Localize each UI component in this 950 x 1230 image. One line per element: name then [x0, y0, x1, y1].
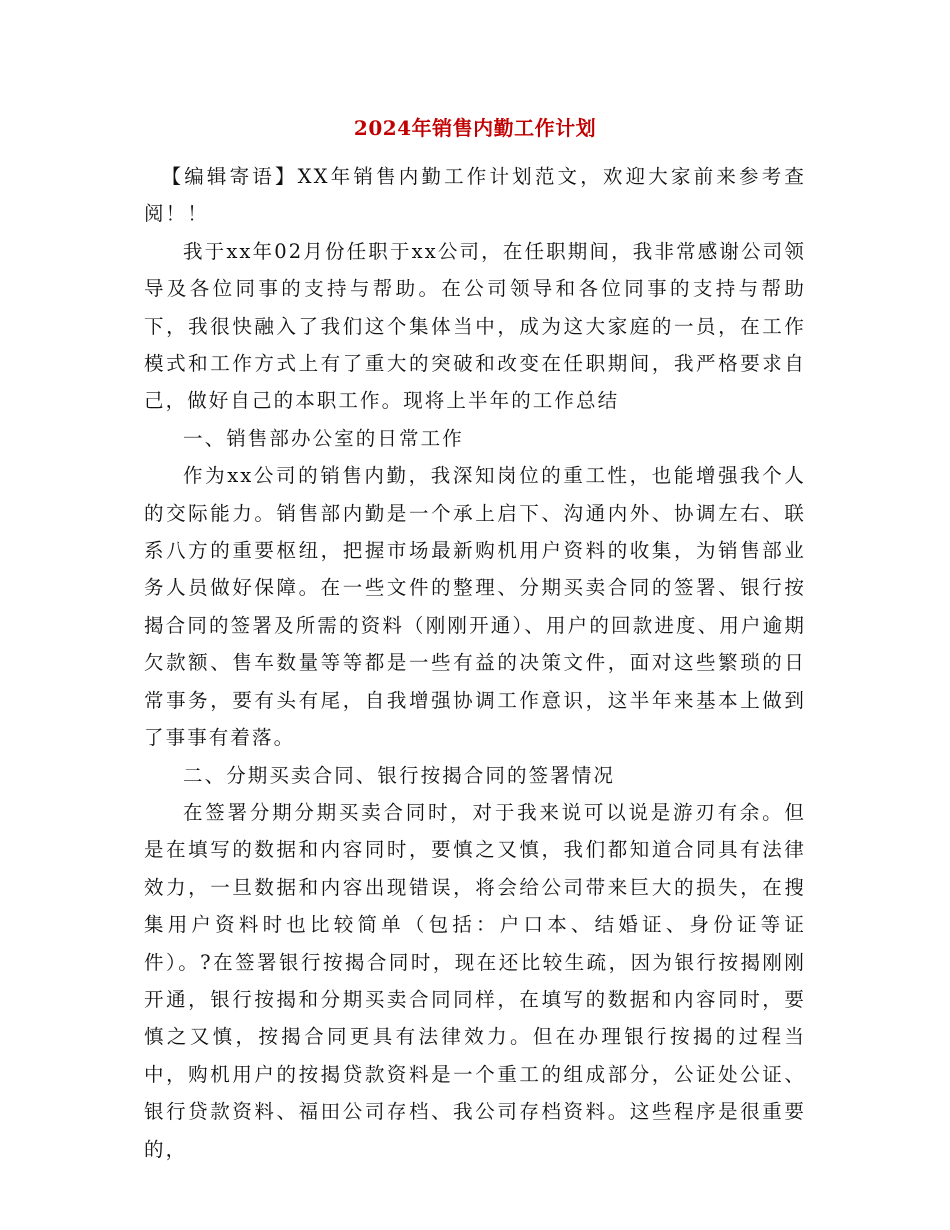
intro-paragraph: 我于xx年02月份任职于xx公司，在任职期间，我非常感谢公司领导及各位同事的支持与帮助。在公司领导和各位同事的支持与帮助下，我很快融入了我们这个集体当中，成为这大家庭的一员，在工作模式和工作方式上有了重大的突破和改变在任职期间，我严格要求自己，做好自己的本职工作。现将上半年的工作总结 [144, 239, 806, 413]
document-body [144, 158, 806, 1168]
editor-note-paragraph: 【编辑寄语】XX年销售内勤工作计划范文，欢迎大家前来参考查阅！！ [144, 165, 806, 226]
section-heading-1: 一、销售部办公室的日常工作 [183, 426, 464, 450]
section-heading-2: 二、分期买卖合同、银行按揭合同的签署情况 [183, 763, 616, 787]
document-title: 2024年销售内勤工作计划 [353, 116, 597, 140]
section-1-paragraph: 作为xx公司的销售内勤，我深知岗位的重工性，也能增强我个人的交际能力。销售部内勤是一个承上启下、沟通内外、协调左右、联系八方的重要枢纽，把握市场最新购机用户资料的收集，为销售部业务人员做好保障。在一些文件的整理、分期买卖合同的签署、银行按揭合同的签署及所需的资料（刚刚开通）、用户的回款进度、用户逾期欠款额、售车数量等等都是一些有益的决策文件，面对这些繁琐的日常事务，要有头有尾，自我增强协调工作意识，这半年来基本上做到了事事有着落。 [144, 464, 806, 750]
section-2-paragraph: 在签署分期分期买卖合同时，对于我来说可以说是游刃有余。但是在填写的数据和内容同时，要慎之又慎，我们都知道合同具有法律效力，一旦数据和内容出现错误，将会给公司带来巨大的损失，在搜集用户资料时也比较简单（包括：户口本、结婚证、身份证等证件）。?在签署银行按揭合同时，现在还比较生疏，因为银行按揭刚刚开通，银行按揭和分期买卖合同同样，在填写的数据和内容同时，要慎之又慎，按揭合同更具有法律效力。但在办理银行按揭的过程当中，购机用户的按揭贷款资料是一个重工的组成部分，公证处公证、银行贷款资料、福田公司存档、我公司存档资料。这些程序是很重要的， [144, 800, 806, 1161]
